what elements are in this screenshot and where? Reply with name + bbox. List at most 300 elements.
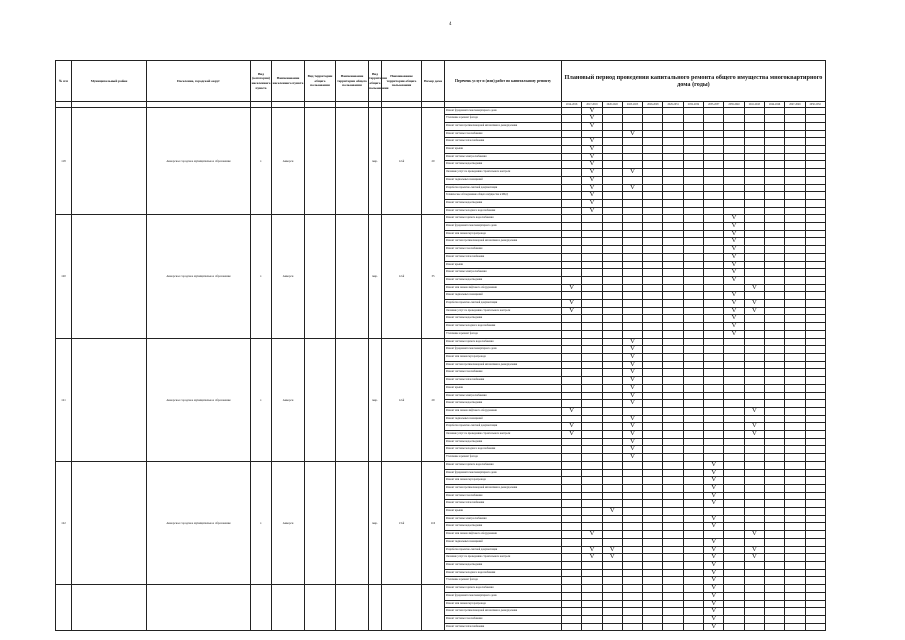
schedule-cell [785, 176, 805, 184]
schedule-cell [744, 500, 764, 508]
scheduled-mark: V [704, 523, 724, 531]
scheduled-mark: V [622, 338, 642, 346]
schedule-cell [622, 223, 642, 231]
schedule-cell [622, 477, 642, 485]
schedule-cell [622, 515, 642, 523]
schedule-cell [785, 223, 805, 231]
schedule-cell [683, 130, 703, 138]
schedule-cell [704, 115, 724, 123]
schedule-cell [805, 561, 825, 569]
schedule-cell [805, 122, 825, 130]
scheduled-mark: V [704, 554, 724, 562]
schedule-cell [562, 130, 582, 138]
schedule-cell [622, 407, 642, 415]
work-item: Ремонт системы водоотведения [445, 438, 562, 446]
schedule-cell [602, 246, 622, 254]
schedule-cell [764, 546, 784, 554]
schedule-cell [785, 115, 805, 123]
schedule-cell [602, 169, 622, 177]
schedule-cell [643, 477, 663, 485]
schedule-cell [602, 454, 622, 462]
schedule-cell [562, 346, 582, 354]
schedule-cell [785, 361, 805, 369]
schedule-cell [622, 276, 642, 284]
schedule-cell [602, 307, 622, 315]
schedule-cell [744, 377, 764, 385]
work-item: Ремонт систем противопожарной автоматики и дымоудаления [445, 484, 562, 492]
col-street-type: Вид территории общего пользования [305, 61, 336, 102]
settlement-type-cell: г. [251, 461, 272, 584]
schedule-cell [602, 400, 622, 408]
settlement-name-cell [272, 585, 305, 631]
schedule-cell [805, 461, 825, 469]
schedule-cell [582, 230, 602, 238]
schedule-cell [764, 107, 784, 115]
schedule-cell [562, 546, 582, 554]
scheduled-mark: V [622, 369, 642, 377]
schedule-cell [643, 407, 663, 415]
schedule-cell [724, 176, 744, 184]
schedule-cell [663, 461, 683, 469]
schedule-cell [562, 446, 582, 454]
building-name-cell: 12-й [382, 215, 422, 338]
schedule-cell [582, 215, 602, 223]
schedule-cell [663, 284, 683, 292]
schedule-cell [724, 500, 744, 508]
schedule-cell [562, 515, 582, 523]
schedule-cell [805, 346, 825, 354]
schedule-cell [562, 392, 582, 400]
schedule-cell [785, 608, 805, 616]
scheduled-mark: V [724, 323, 744, 331]
settlement-type-cell: г. [251, 338, 272, 461]
scheduled-mark: V [724, 276, 744, 284]
schedule-cell [785, 400, 805, 408]
schedule-cell [805, 230, 825, 238]
schedule-cell [744, 561, 764, 569]
schedule-cell [643, 261, 663, 269]
schedule-cell [744, 238, 764, 246]
schedule-cell [562, 192, 582, 200]
schedule-cell [704, 276, 724, 284]
schedule-cell [744, 492, 764, 500]
schedule-cell [805, 469, 825, 477]
schedule-cell [562, 330, 582, 338]
schedule-cell [724, 577, 744, 585]
schedule-cell [602, 431, 622, 439]
schedule-cell [805, 392, 825, 400]
schedule-cell [764, 122, 784, 130]
schedule-cell [744, 261, 764, 269]
schedule-cell [805, 546, 825, 554]
schedule-cell [643, 269, 663, 277]
scheduled-mark: V [724, 315, 744, 323]
work-item: Ремонт крыши [445, 261, 562, 269]
work-item: Ремонт системы теплоснабжения [445, 253, 562, 261]
scheduled-mark: V [582, 207, 602, 215]
work-item: Оказание услуг по проведению строительного контроля [445, 307, 562, 315]
scheduled-mark: V [622, 384, 642, 392]
schedule-cell [744, 223, 764, 231]
schedule-cell [602, 269, 622, 277]
scheduled-mark: V [582, 122, 602, 130]
building-type-cell: мкр. [369, 107, 382, 215]
schedule-cell [683, 215, 703, 223]
schedule-cell [562, 176, 582, 184]
schedule-cell [785, 138, 805, 146]
schedule-cell [622, 153, 642, 161]
schedule-cell [744, 354, 764, 362]
schedule-cell [764, 307, 784, 315]
schedule-cell [764, 369, 784, 377]
settlement-name-cell: Анкорск [272, 461, 305, 584]
schedule-cell [582, 469, 602, 477]
schedule-cell [764, 276, 784, 284]
schedule-cell [663, 315, 683, 323]
schedule-cell [582, 461, 602, 469]
schedule-cell [744, 454, 764, 462]
schedule-cell [724, 446, 744, 454]
schedule-cell [764, 269, 784, 277]
schedule-cell [704, 261, 724, 269]
scheduled-mark: V [704, 615, 724, 623]
schedule-cell [744, 623, 764, 631]
schedule-cell [643, 577, 663, 585]
schedule-cell [663, 508, 683, 516]
schedule-cell [724, 546, 744, 554]
schedule-cell [582, 569, 602, 577]
schedule-cell [764, 423, 784, 431]
schedule-cell [622, 323, 642, 331]
schedule-cell [562, 484, 582, 492]
schedule-cell [643, 615, 663, 623]
schedule-cell [683, 338, 703, 346]
schedule-cell [785, 192, 805, 200]
schedule-cell [622, 115, 642, 123]
scheduled-mark: V [602, 546, 622, 554]
schedule-cell [764, 130, 784, 138]
schedule-cell [562, 269, 582, 277]
schedule-cell [582, 300, 602, 308]
schedule-cell [643, 361, 663, 369]
schedule-cell [724, 400, 744, 408]
schedule-cell [785, 346, 805, 354]
street-type-cell [305, 585, 336, 631]
schedule-cell [683, 423, 703, 431]
year-header-cell: 2017-2019 [582, 102, 602, 108]
schedule-cell [744, 161, 764, 169]
schedule-cell [582, 246, 602, 254]
schedule-cell [724, 461, 744, 469]
scheduled-mark: V [744, 431, 764, 439]
schedule-cell [663, 130, 683, 138]
schedule-cell [663, 377, 683, 385]
schedule-cell [663, 577, 683, 585]
schedule-cell [744, 484, 764, 492]
schedule-cell [704, 107, 724, 115]
scheduled-mark: V [622, 377, 642, 385]
schedule-cell [764, 215, 784, 223]
schedule-cell [805, 176, 825, 184]
settlement-cell: Анкорское городское муниципальное образование [147, 215, 251, 338]
schedule-cell [582, 354, 602, 362]
work-item: Разработка проектно-сметной документации [445, 300, 562, 308]
schedule-cell [805, 615, 825, 623]
year-header-cell: 2047-2049 [785, 102, 805, 108]
schedule-cell [622, 500, 642, 508]
scheduled-mark: V [744, 284, 764, 292]
schedule-cell [785, 215, 805, 223]
schedule-cell [704, 223, 724, 231]
work-item: Ремонт системы электроснабжения [445, 153, 562, 161]
schedule-cell [663, 585, 683, 593]
schedule-cell [602, 176, 622, 184]
scheduled-mark: V [724, 330, 744, 338]
schedule-cell [562, 500, 582, 508]
schedule-cell [764, 615, 784, 623]
building-type-cell: мкр. [369, 461, 382, 584]
schedule-cell [602, 122, 622, 130]
schedule-cell [622, 330, 642, 338]
col-building-name: Наименование территории общего пользования [382, 61, 422, 102]
house-number-cell: 20 [422, 107, 445, 215]
schedule-cell [683, 330, 703, 338]
schedule-cell [785, 107, 805, 115]
scheduled-mark: V [622, 354, 642, 362]
scheduled-mark: V [744, 300, 764, 308]
schedule-cell [785, 623, 805, 631]
work-item: Ремонт системы холодного водоснабжения [445, 446, 562, 454]
schedule-cell [663, 230, 683, 238]
year-header-cell: 2041-2043 [744, 102, 764, 108]
schedule-cell [582, 361, 602, 369]
schedule-cell [764, 169, 784, 177]
schedule-cell [683, 461, 703, 469]
schedule-cell [602, 377, 622, 385]
schedule-cell [663, 608, 683, 616]
schedule-cell [805, 161, 825, 169]
schedule-cell [562, 315, 582, 323]
schedule-cell [805, 384, 825, 392]
schedule-cell [562, 246, 582, 254]
schedule-cell [785, 569, 805, 577]
scheduled-mark: V [582, 107, 602, 115]
schedule-cell [683, 138, 703, 146]
schedule-cell [582, 515, 602, 523]
schedule-cell [622, 207, 642, 215]
schedule-cell [622, 585, 642, 593]
schedule-cell [562, 207, 582, 215]
schedule-cell [764, 554, 784, 562]
schedule-cell [602, 346, 622, 354]
schedule-cell [602, 261, 622, 269]
work-item: Ремонт или замена лифтового оборудования [445, 284, 562, 292]
schedule-cell [704, 330, 724, 338]
schedule-cell [744, 269, 764, 277]
scheduled-mark: V [724, 269, 744, 277]
schedule-cell [602, 585, 622, 593]
schedule-cell [704, 153, 724, 161]
schedule-cell [663, 122, 683, 130]
schedule-cell [805, 423, 825, 431]
schedule-cell [622, 138, 642, 146]
work-item: Ремонт системы газоснабжения [445, 246, 562, 254]
schedule-cell [622, 492, 642, 500]
schedule-cell [704, 176, 724, 184]
schedule-cell [643, 392, 663, 400]
scheduled-mark: V [562, 431, 582, 439]
schedule-cell [683, 623, 703, 631]
schedule-cell [764, 138, 784, 146]
schedule-cell [602, 323, 622, 331]
schedule-cell [724, 130, 744, 138]
schedule-cell [744, 323, 764, 331]
schedule-cell [744, 461, 764, 469]
schedule-cell [643, 454, 663, 462]
schedule-cell [622, 531, 642, 539]
schedule-cell [724, 369, 744, 377]
schedule-cell [785, 515, 805, 523]
col-settlement-name: Наименование населенного пункта [272, 61, 305, 102]
schedule-cell [562, 107, 582, 115]
schedule-cell [785, 153, 805, 161]
schedule-cell [622, 623, 642, 631]
schedule-cell [785, 407, 805, 415]
scheduled-mark: V [704, 469, 724, 477]
scheduled-mark: V [622, 415, 642, 423]
work-item: Ремонт системы водоотведения [445, 315, 562, 323]
schedule-cell [785, 615, 805, 623]
schedule-cell [643, 169, 663, 177]
schedule-cell [562, 115, 582, 123]
schedule-cell [582, 315, 602, 323]
schedule-cell [602, 146, 622, 154]
schedule-cell [805, 107, 825, 115]
schedule-cell [562, 492, 582, 500]
schedule-cell [602, 423, 622, 431]
schedule-cell [683, 253, 703, 261]
schedule-cell [704, 230, 724, 238]
schedule-cell [562, 477, 582, 485]
schedule-cell [724, 592, 744, 600]
schedule-cell [805, 315, 825, 323]
schedule-cell [724, 392, 744, 400]
schedule-cell [785, 369, 805, 377]
schedule-cell [683, 446, 703, 454]
schedule-cell [785, 415, 805, 423]
schedule-cell [582, 577, 602, 585]
house-number-cell [422, 585, 445, 631]
schedule-cell [724, 115, 744, 123]
schedule-cell [602, 230, 622, 238]
scheduled-mark: V [622, 392, 642, 400]
schedule-cell [805, 238, 825, 246]
schedule-cell [562, 323, 582, 331]
scheduled-mark: V [582, 546, 602, 554]
schedule-cell [704, 354, 724, 362]
schedule-cell [805, 354, 825, 362]
schedule-cell [582, 261, 602, 269]
scheduled-mark: V [704, 585, 724, 593]
schedule-cell [643, 107, 663, 115]
schedule-cell [562, 623, 582, 631]
schedule-cell [643, 276, 663, 284]
schedule-cell [805, 592, 825, 600]
schedule-cell [562, 338, 582, 346]
schedule-cell [744, 608, 764, 616]
schedule-cell [663, 384, 683, 392]
schedule-cell [643, 500, 663, 508]
schedule-cell [622, 561, 642, 569]
work-item: Ремонт фундамента многоквартирного дома [445, 107, 562, 115]
year-header-cell: 2035-2037 [704, 102, 724, 108]
schedule-cell [785, 392, 805, 400]
schedule-cell [724, 515, 744, 523]
schedule-cell [643, 292, 663, 300]
scheduled-mark: V [724, 223, 744, 231]
schedule-cell [764, 561, 784, 569]
scheduled-mark: V [582, 115, 602, 123]
building-name-cell [382, 585, 422, 631]
schedule-cell [704, 315, 724, 323]
schedule-cell [764, 223, 784, 231]
scheduled-mark: V [744, 554, 764, 562]
schedule-cell [562, 184, 582, 192]
work-item: Разработка проектно-сметной документации [445, 546, 562, 554]
schedule-cell [663, 546, 683, 554]
schedule-cell [622, 215, 642, 223]
work-item: Утепление и ремонт фасада [445, 330, 562, 338]
scheduled-mark: V [622, 346, 642, 354]
schedule-cell [622, 569, 642, 577]
schedule-cell [663, 569, 683, 577]
schedule-cell [764, 515, 784, 523]
work-item: Ремонт или замена лифтового оборудования [445, 407, 562, 415]
schedule-cell [683, 400, 703, 408]
col-no: № п/п [56, 61, 72, 102]
schedule-cell [602, 354, 622, 362]
schedule-cell [643, 284, 663, 292]
schedule-cell [785, 292, 805, 300]
schedule-cell [602, 438, 622, 446]
settlement-name-cell: Анкорск [272, 107, 305, 215]
schedule-cell [724, 600, 744, 608]
schedule-cell [582, 330, 602, 338]
schedule-cell [805, 446, 825, 454]
schedule-cell [764, 477, 784, 485]
schedule-cell [724, 608, 744, 616]
schedule-cell [602, 538, 622, 546]
schedule-cell [562, 122, 582, 130]
schedule-cell [744, 508, 764, 516]
schedule-cell [622, 461, 642, 469]
schedule-cell [663, 423, 683, 431]
schedule-cell [663, 531, 683, 539]
schedule-cell [785, 230, 805, 238]
schedule-cell [744, 515, 764, 523]
scheduled-mark: V [622, 184, 642, 192]
schedule-cell [683, 292, 703, 300]
schedule-cell [602, 623, 622, 631]
work-item: Ремонт системы теплоснабжения [445, 623, 562, 631]
schedule-cell [663, 346, 683, 354]
schedule-cell [764, 238, 784, 246]
schedule-body [56, 107, 826, 631]
schedule-cell [602, 361, 622, 369]
schedule-cell [622, 307, 642, 315]
work-item: Ремонт системы электроснабжения [445, 269, 562, 277]
schedule-cell [622, 146, 642, 154]
